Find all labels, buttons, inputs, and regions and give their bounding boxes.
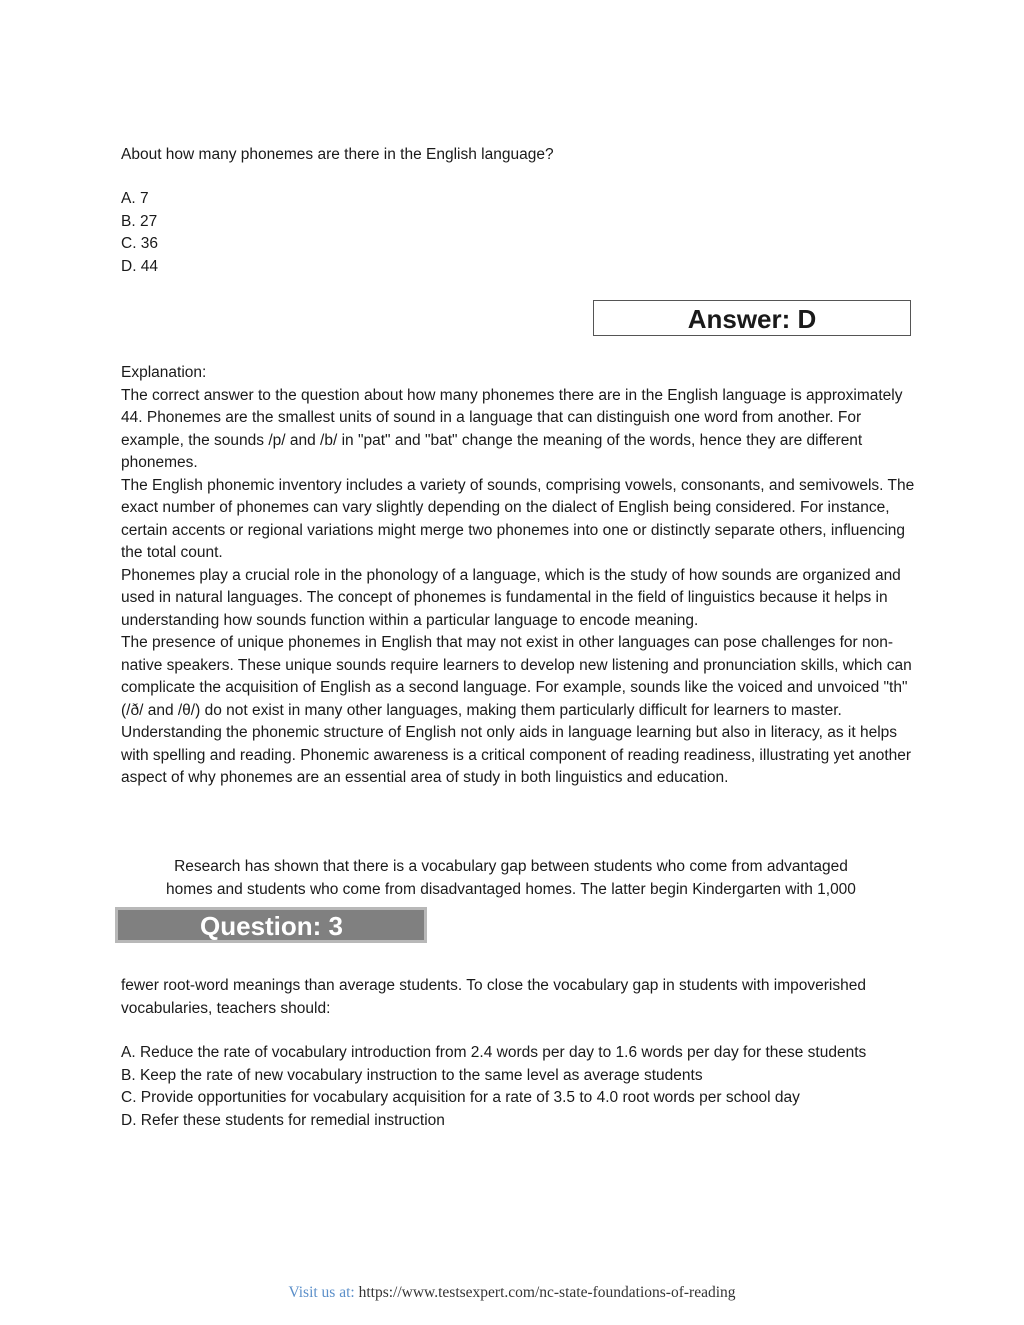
explanation-paragraph: The correct answer to the question about how many phonemes there are in the English language is approximately 44. Phonemes are the smallest units of sound in a language that can distinguish one word from another. For example, the sounds /p/ and /b/ in "pat" and "bat" change the meaning of the words, hence they are different phonemes.: [121, 386, 903, 471]
footer-visit-label: Visit us at:: [288, 1284, 355, 1301]
footer-url[interactable]: https://www.testsexpert.com/nc-state-foundations-of-reading: [358, 1284, 736, 1301]
explanation: [121, 362, 921, 790]
question-prompt: [121, 975, 921, 1020]
option-a: A. 7: [121, 190, 149, 207]
research-passage: [121, 856, 901, 901]
question-prompt: [121, 144, 921, 167]
option-d: D. Refer these students for remedial instruction: [121, 1111, 445, 1129]
option-c: C. 36: [121, 235, 159, 252]
research-line: homes and students who come from disadvantaged homes. The latter begin Kindergarten with 1,000: [166, 880, 856, 898]
answer-options: [121, 188, 921, 278]
answer-text: Answer: D: [687, 304, 817, 334]
question-text: About how many phonemes are there in the English language?: [121, 146, 554, 163]
question-banner: [115, 907, 427, 943]
explanation-label: Explanation:: [121, 364, 207, 381]
option-b: B. Keep the rate of new vocabulary instruction to the same level as average students: [121, 1066, 703, 1084]
explanation-paragraph: The presence of unique phonemes in English that may not exist in other languages can pose challenges for non-native speakers. These unique sounds require learners to develop new listening and pronunciation skills, which can complicate the acquisition of English as a second language. For example, sounds like the voiced and unvoiced "th" (/ð/ and /θ/) do not exist in many other languages, making them particularly difficult for learners to master.: [121, 634, 912, 719]
explanation-paragraph: The English phonemic inventory includes a variety of sounds, comprising vowels, consonants, and semivowels. The exact number of phonemes can vary slightly depending on the dialect of English being considered. For instance, certain accents or regional variations might merge two phonemes into one or distinctly separate others, influencing the total count.: [121, 476, 915, 561]
answer-options: [121, 1042, 921, 1132]
research-line: Research has shown that there is a vocabulary gap between students who come from advantaged: [174, 858, 848, 875]
question-text: fewer root-word meanings than average students. To close the vocabulary gap in students with impoverished vocabularies, teachers should:: [121, 977, 866, 1017]
explanation-paragraph: Phonemes play a crucial role in the phonology of a language, which is the study of how sounds are organized and used in natural languages. The concept of phonemes is fundamental in the field of linguistics because it helps in understanding how sounds function within a particular language to encode meaning.: [121, 566, 901, 629]
option-a: A. Reduce the rate of vocabulary introduction from 2.4 words per day to 1.6 words per day for these students: [121, 1044, 867, 1061]
question-number: Question: 3: [200, 911, 344, 941]
footer: [0, 1284, 1024, 1302]
option-c: C. Provide opportunities for vocabulary acquisition for a rate of 3.5 to 4.0 root words per school day: [121, 1089, 800, 1106]
option-b: B. 27: [121, 212, 158, 230]
answer-box: [593, 300, 911, 336]
explanation-paragraph: Understanding the phonemic structure of English not only aids in language learning but also in literacy, as it helps with spelling and reading. Phonemic awareness is a critical component of reading readiness, illustrating yet another aspect of why phonemes are an essential area of study in both linguistics and education.: [121, 724, 912, 786]
option-d: D. 44: [121, 257, 159, 275]
